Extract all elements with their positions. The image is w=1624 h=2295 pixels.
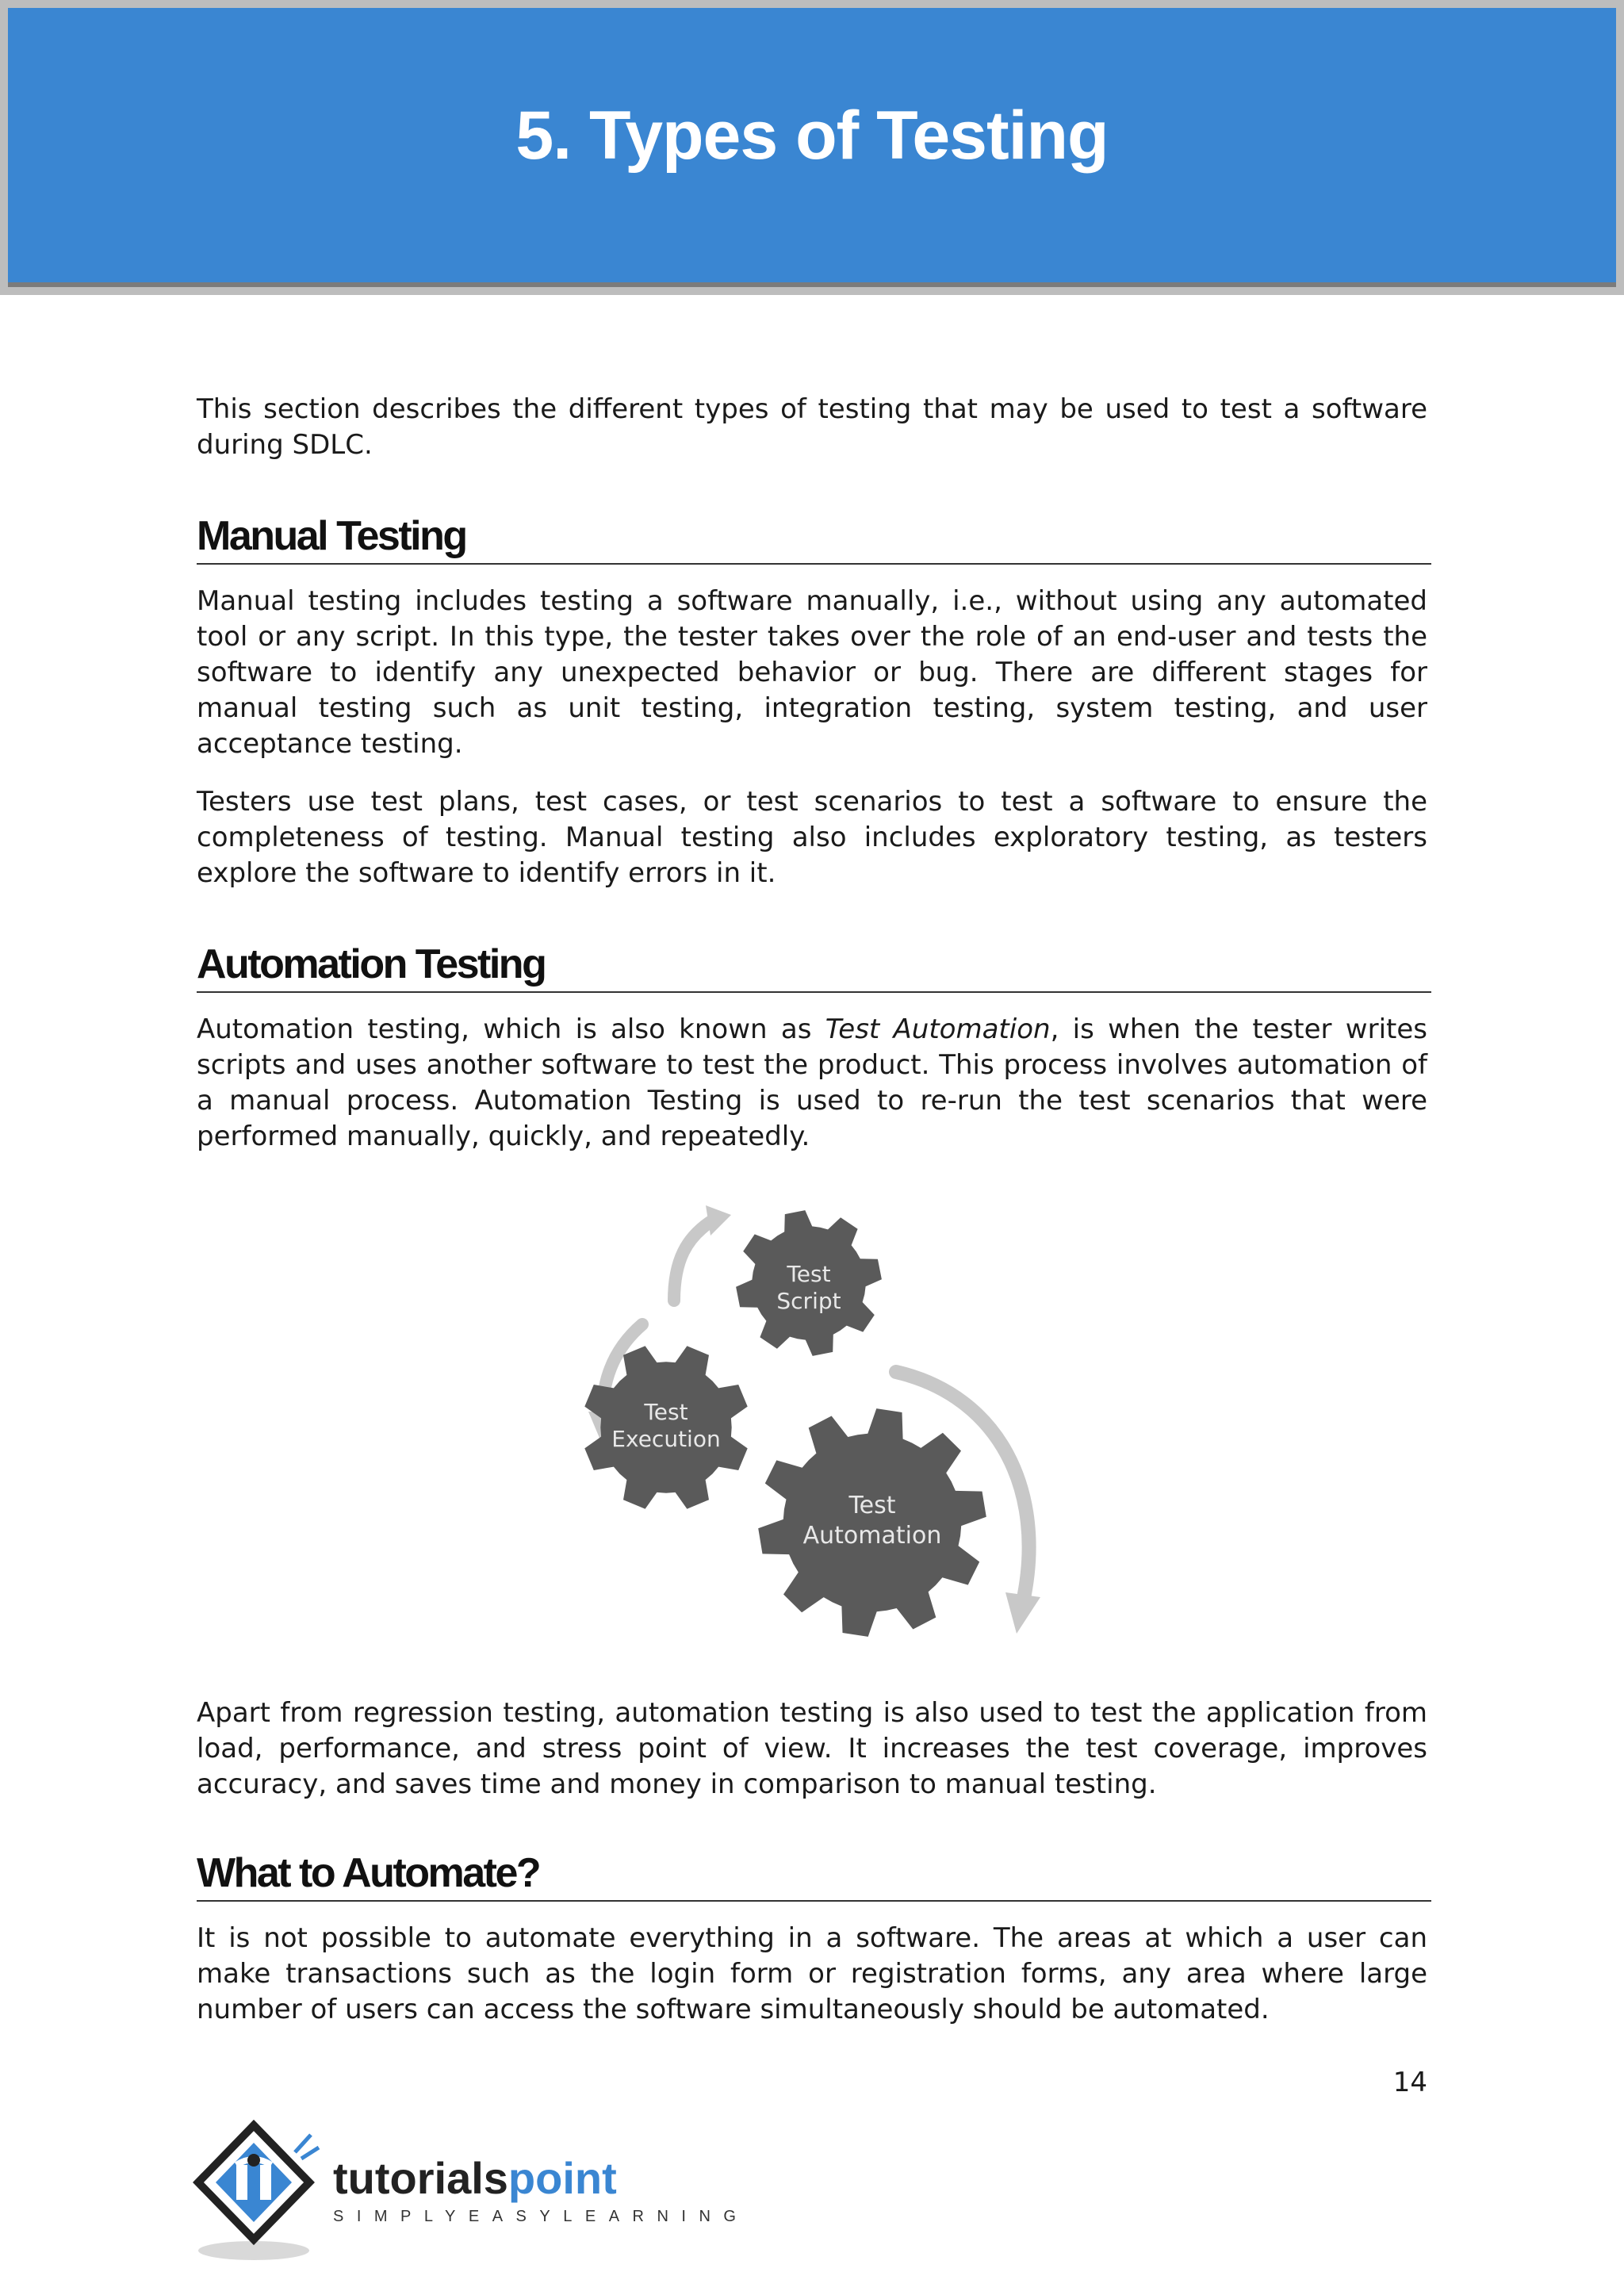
gear-label-test-script-line2: Script: [776, 1288, 841, 1314]
chapter-banner-fill: [8, 8, 1616, 287]
page-number: 14: [1392, 2067, 1427, 2098]
intro-paragraph: This section describes the different types of testing that may be used to test a software during SDLC.: [197, 393, 1427, 461]
gear-label-test-execution-line1: Test: [644, 1399, 688, 1425]
test-automation-cycle-figure: [555, 1190, 1078, 1665]
gear-label-test-script: [753, 1261, 864, 1315]
heading-manual-testing: Manual Testing: [197, 512, 1431, 565]
manual-testing-paragraph-2: Testers use test plans, test cases, or test scenarios to test a software to ensure the completeness of testing. Manual testing also includes exploratory testing, as testers explore the software to identify errors in it.: [197, 786, 1427, 889]
what-to-automate-body: [197, 1921, 1427, 2028]
gear-label-test-automation: [793, 1491, 952, 1551]
gear-label-test-script-line1: Test: [787, 1261, 831, 1287]
cycle-arrow-top: [674, 1220, 714, 1301]
automation-testing-body-2: [197, 1695, 1427, 1803]
heading-automation-testing: Automation Testing: [197, 941, 1431, 993]
logo-emblem-icon: [190, 2109, 325, 2268]
automation-text-after: , is when the tester writes scripts and uses another software to test the product. This process involves automation of a manual process. Automation Testing is used to re-run the test scenarios that were performed manually, quickly, and repeatedly.: [197, 1013, 1427, 1152]
logo-tagline: SIMPLYEASYLEARNING: [333, 2208, 749, 2225]
tutorialspoint-logo: [190, 2109, 749, 2268]
automation-text-emphasis: Test Automation: [825, 1013, 1051, 1045]
what-to-automate-paragraph: It is not possible to automate everything in a software. The areas at which a user can make transactions such as the login form or registration forms, any area where large number of users can access the software simultaneously should be automated.: [197, 1922, 1427, 2025]
manual-testing-paragraph-1: Manual testing includes testing a software manually, i.e., without using any automated tool or any script. In this type, the tester takes over the role of an end-user and tests the software to identify any unexpected behavior or bug. There are different stages for manual testing such as unit testing, integration testing, system testing, and user acceptance testing.: [197, 585, 1427, 760]
manual-testing-body: [197, 584, 1427, 891]
heading-what-to-automate: What to Automate?: [197, 1849, 1431, 1902]
automation-testing-paragraph-1: [197, 1012, 1427, 1155]
chapter-title: 5. Types of Testing: [515, 98, 1109, 174]
automation-text-before: Automation testing, which is also known as: [197, 1013, 825, 1045]
logo-word-part1: tutorials: [333, 2153, 508, 2203]
gear-label-test-execution-line2: Execution: [611, 1426, 721, 1452]
gear-label-test-automation-line1: Test: [848, 1492, 896, 1519]
logo-word-part2: point: [508, 2153, 617, 2203]
gear-label-test-execution: [595, 1399, 737, 1453]
cycle-arrowhead-right: [1005, 1592, 1040, 1634]
gear-label-test-automation-line2: Automation: [802, 1522, 942, 1550]
chapter-banner: [0, 0, 1624, 295]
intro-block: [197, 392, 1427, 463]
cycle-arrowhead-top: [706, 1205, 731, 1236]
automation-testing-body: [197, 1012, 1427, 1155]
automation-testing-paragraph-2: Apart from regression testing, automation testing is also used to test the application from load, performance, and stress point of view. It increases the test coverage, improves accuracy, and saves time and money in comparison to manual testing.: [197, 1697, 1427, 1800]
logo-wordmark: [333, 2152, 617, 2204]
